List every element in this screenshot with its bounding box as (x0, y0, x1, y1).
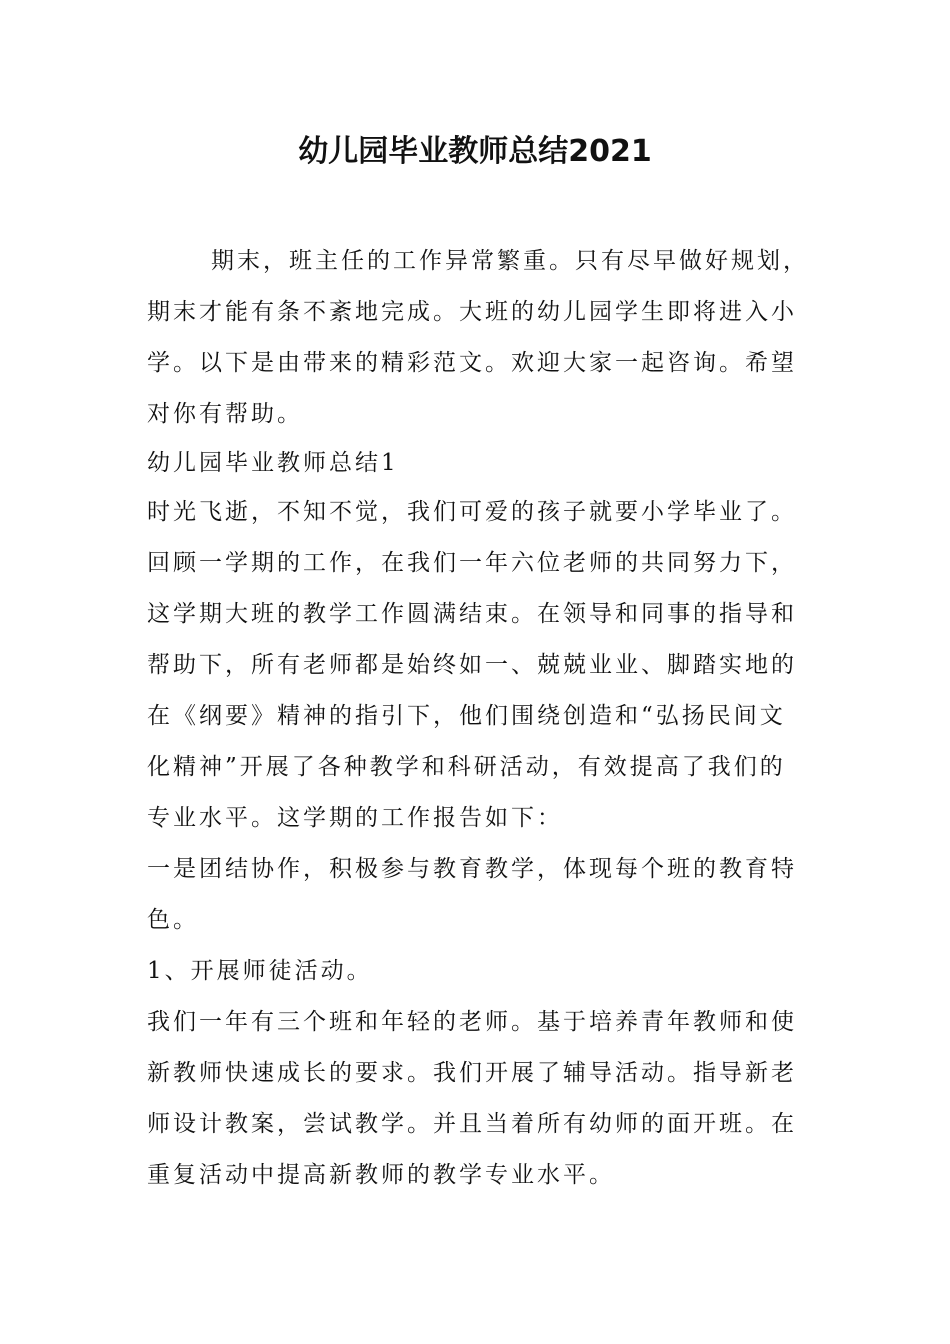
list-item-heading: 1、开展师徒活动。 (147, 958, 373, 984)
section-heading: 幼儿园毕业教师总结1 (147, 450, 399, 476)
paragraph-line: 在《纲要》精神的指引下，他们围绕创造和“弘扬民间文 (147, 703, 786, 729)
paragraph-line: 回顾一学期的工作，在我们一年六位老师的共同努力下， (147, 550, 797, 576)
paragraph-line: 重复活动中提高新教师的教学专业水平。 (147, 1162, 615, 1188)
document-body (147, 236, 807, 1201)
paragraph-line: 色。 (147, 907, 199, 933)
paragraph-line: 期末，班主任的工作异常繁重。只有尽早做好规划， (211, 248, 809, 274)
paragraph-line: 专业水平。这学期的工作报告如下： (147, 805, 563, 831)
paragraph-line: 新教师快速成长的要求。我们开展了辅导活动。指导新老 (147, 1060, 797, 1086)
paragraph-line: 师设计教案，尝试教学。并且当着所有幼师的面开班。在 (147, 1111, 797, 1137)
paragraph-line: 我们一年有三个班和年轻的老师。基于培养青年教师和使 (147, 1009, 797, 1035)
paragraph-line: 对你有帮助。 (147, 401, 303, 427)
paragraph-line: 时光飞逝，不知不觉，我们可爱的孩子就要小学毕业了。 (147, 499, 797, 525)
paragraph-line: 一是团结协作，积极参与教育教学，体现每个班的教育特 (147, 856, 797, 882)
paragraph-line: 这学期大班的教学工作圆满结束。在领导和同事的指导和 (147, 601, 797, 627)
paragraph-line: 化精神”开展了各种教学和科研活动，有效提高了我们的 (147, 754, 786, 780)
paragraph-line: 学。以下是由带来的精彩范文。欢迎大家一起咨询。希望 (147, 350, 797, 376)
paragraph-line: 帮助下，所有老师都是始终如一、兢兢业业、脚踏实地的 (147, 652, 797, 678)
paragraph-line: 期末才能有条不紊地完成。大班的幼儿园学生即将进入小 (147, 299, 797, 325)
document-title: 幼儿园毕业教师总结2021 (298, 134, 652, 169)
